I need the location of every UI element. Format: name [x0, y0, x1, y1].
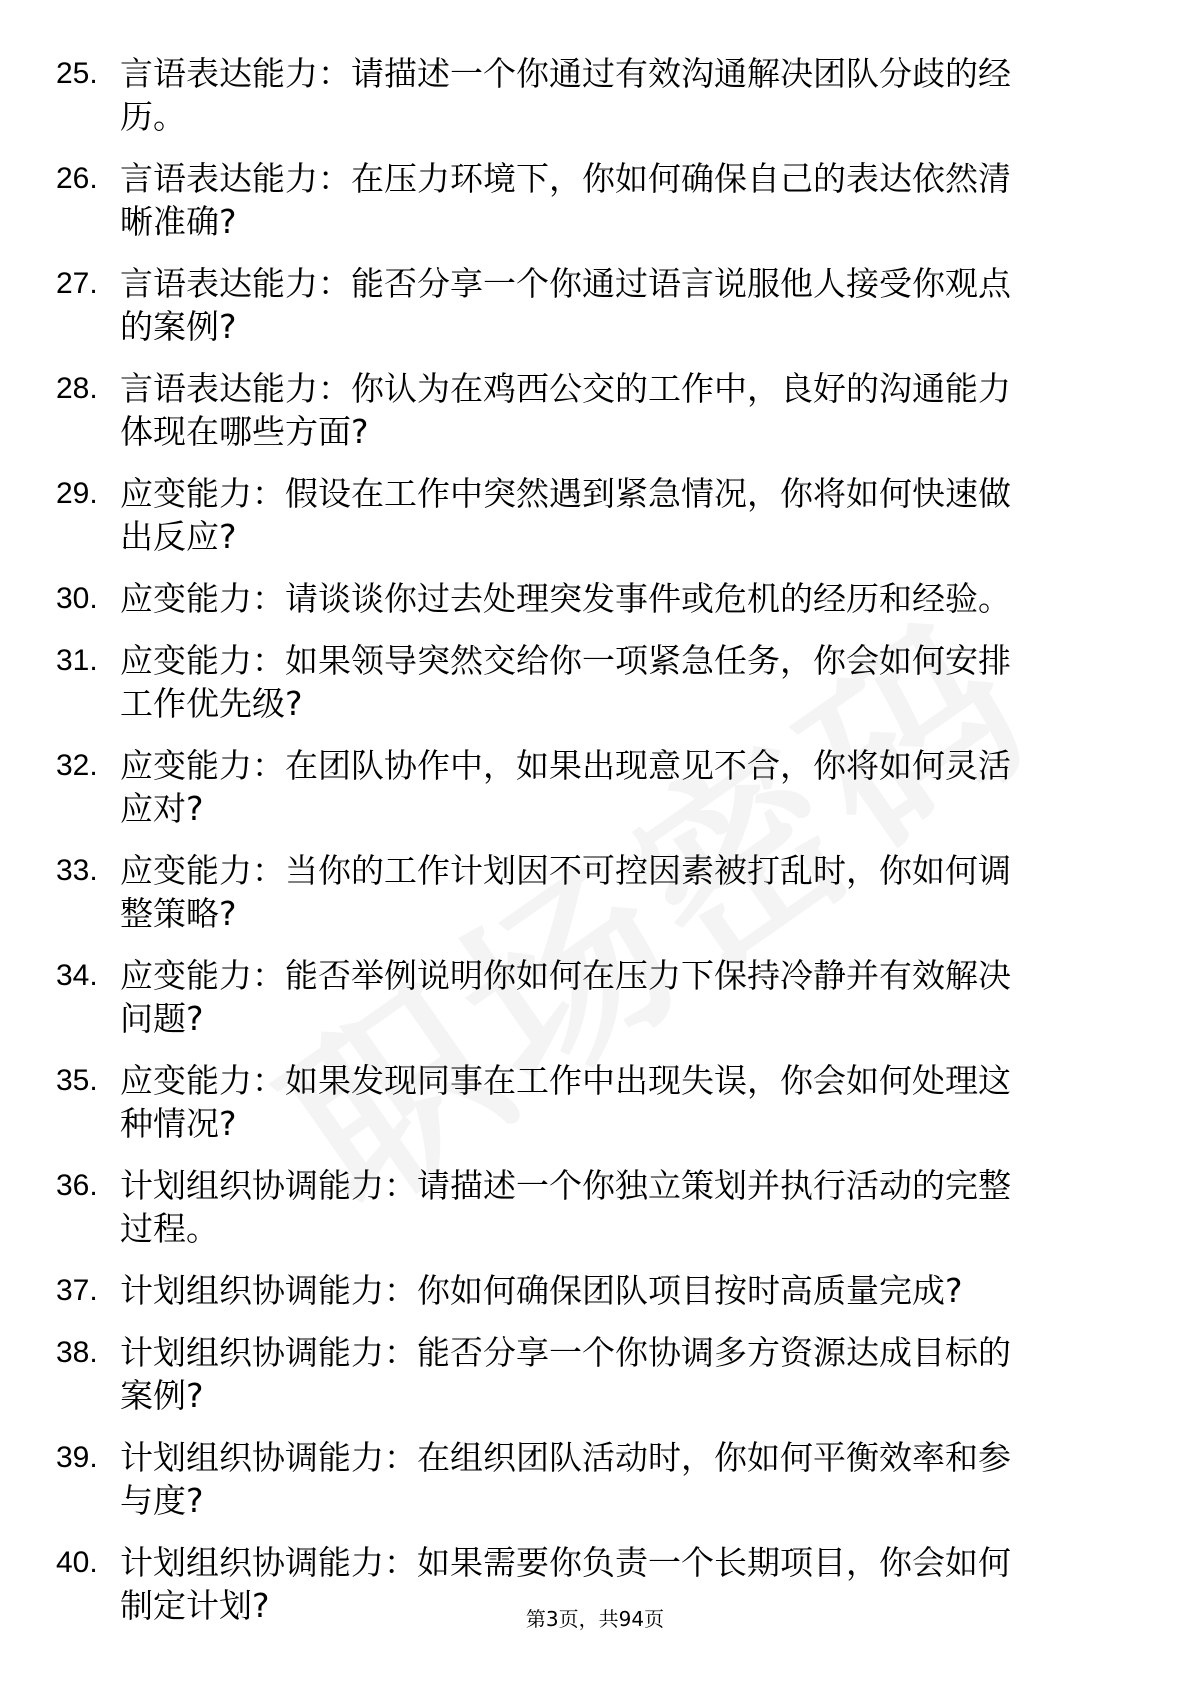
question-category: 计划组织协调能力 — [120, 1271, 384, 1310]
question-number: 33. — [56, 854, 98, 887]
question-category: 言语表达能力 — [120, 54, 318, 93]
question-number: 28. — [56, 372, 98, 405]
question-item — [56, 1331, 1136, 1417]
question-text: 请谈谈你过去处理突发事件或危机的经历和经验。 — [285, 579, 1011, 618]
question-text: 如果领导突然交给你一项紧急任务，你会如何安排工作优先级? — [120, 641, 1011, 723]
category-separator: ： — [318, 159, 351, 198]
category-separator: ： — [318, 54, 351, 93]
question-body — [120, 52, 1026, 138]
question-number: 26. — [56, 162, 98, 195]
page-footer — [0, 1606, 1190, 1632]
question-number: 32. — [56, 749, 98, 782]
question-category: 应变能力 — [120, 851, 252, 890]
category-separator: ： — [252, 956, 285, 995]
question-category: 应变能力 — [120, 641, 252, 680]
question-text: 你认为在鸡西公交的工作中，良好的沟通能力体现在哪些方面? — [120, 369, 1011, 451]
question-item — [56, 639, 1136, 725]
question-category: 言语表达能力 — [120, 159, 318, 198]
question-body — [120, 1436, 1026, 1522]
page-number: 第3页，共94页 — [525, 1607, 665, 1631]
question-number: 40. — [56, 1546, 98, 1579]
question-text: 当你的工作计划因不可控因素被打乱时，你如何调整策略? — [120, 851, 1011, 933]
question-item — [56, 1164, 1136, 1250]
category-separator: ： — [384, 1543, 417, 1582]
question-category: 应变能力 — [120, 1061, 252, 1100]
question-item — [56, 744, 1136, 830]
question-item — [56, 1059, 1136, 1145]
question-text: 请描述一个你通过有效沟通解决团队分歧的经历。 — [120, 54, 1011, 136]
question-body — [120, 1059, 1026, 1145]
question-text: 能否分享一个你协调多方资源达成目标的案例? — [120, 1333, 1011, 1415]
question-list — [56, 52, 1136, 1646]
question-category: 计划组织协调能力 — [120, 1543, 384, 1582]
question-body — [120, 157, 1026, 243]
category-separator: ： — [384, 1166, 417, 1205]
category-separator: ： — [384, 1333, 417, 1372]
question-text: 请描述一个你独立策划并执行活动的完整过程。 — [120, 1166, 1011, 1248]
category-separator: ： — [384, 1271, 417, 1310]
question-category: 计划组织协调能力 — [120, 1438, 384, 1477]
question-item — [56, 577, 1136, 620]
question-body — [120, 262, 1026, 348]
question-category: 应变能力 — [120, 956, 252, 995]
question-text: 如果发现同事在工作中出现失误，你会如何处理这种情况? — [120, 1061, 1011, 1143]
question-body — [120, 1331, 1026, 1417]
question-item — [56, 157, 1136, 243]
question-text: 在团队协作中，如果出现意见不合，你将如何灵活应对? — [120, 746, 1011, 828]
question-number: 39. — [56, 1441, 98, 1474]
question-item — [56, 52, 1136, 138]
question-item — [56, 262, 1136, 348]
question-category: 言语表达能力 — [120, 264, 318, 303]
question-body — [120, 849, 1026, 935]
question-category: 应变能力 — [120, 474, 252, 513]
question-item — [56, 367, 1136, 453]
question-text: 在压力环境下，你如何确保自己的表达依然清晰准确? — [120, 159, 1011, 241]
category-separator: ： — [252, 746, 285, 785]
category-separator: ： — [252, 851, 285, 890]
question-text: 能否分享一个你通过语言说服他人接受你观点的案例? — [120, 264, 1011, 346]
question-text: 在组织团队活动时，你如何平衡效率和参与度? — [120, 1438, 1011, 1520]
question-number: 29. — [56, 477, 98, 510]
category-separator: ： — [252, 641, 285, 680]
question-text: 如果需要你负责一个长期项目，你会如何制定计划? — [120, 1543, 1011, 1625]
category-separator: ： — [384, 1438, 417, 1477]
category-separator: ： — [318, 369, 351, 408]
question-number: 36. — [56, 1169, 98, 1202]
question-category: 应变能力 — [120, 579, 252, 618]
question-item — [56, 849, 1136, 935]
question-number: 35. — [56, 1064, 98, 1097]
question-category: 应变能力 — [120, 746, 252, 785]
question-item — [56, 472, 1136, 558]
question-text: 假设在工作中突然遇到紧急情况，你将如何快速做出反应? — [120, 474, 1011, 556]
question-category: 言语表达能力 — [120, 369, 318, 408]
category-separator: ： — [252, 474, 285, 513]
question-item — [56, 1436, 1136, 1522]
question-body — [120, 577, 1026, 620]
question-number: 37. — [56, 1274, 98, 1307]
question-item — [56, 954, 1136, 1040]
question-body — [120, 1164, 1026, 1250]
question-category: 计划组织协调能力 — [120, 1166, 384, 1205]
question-body — [120, 954, 1026, 1040]
question-number: 31. — [56, 644, 98, 677]
question-text: 能否举例说明你如何在压力下保持冷静并有效解决问题? — [120, 956, 1011, 1038]
question-item — [56, 1269, 1136, 1312]
category-separator: ： — [318, 264, 351, 303]
question-number: 38. — [56, 1336, 98, 1369]
category-separator: ： — [252, 579, 285, 618]
question-number: 27. — [56, 267, 98, 300]
category-separator: ： — [252, 1061, 285, 1100]
question-number: 34. — [56, 959, 98, 992]
question-number: 30. — [56, 582, 98, 615]
question-body — [120, 367, 1026, 453]
question-body — [120, 472, 1026, 558]
question-body — [120, 744, 1026, 830]
question-body — [120, 639, 1026, 725]
question-number: 25. — [56, 57, 98, 90]
question-body — [120, 1269, 1026, 1312]
question-text: 你如何确保团队项目按时高质量完成? — [417, 1271, 963, 1310]
question-category: 计划组织协调能力 — [120, 1333, 384, 1372]
